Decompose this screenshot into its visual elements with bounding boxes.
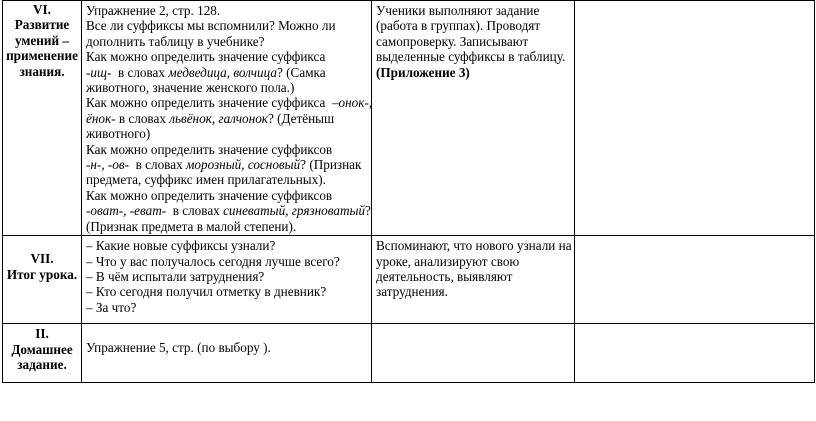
text-run: (работа в группах). Проводят <box>376 18 541 34</box>
student-activity-cell <box>372 1 575 236</box>
student-line <box>376 18 571 33</box>
italic-text: -н-, -ов- <box>86 157 130 173</box>
teacher-activity-text <box>86 238 368 315</box>
teacher-line <box>86 65 368 80</box>
student-line <box>376 254 571 269</box>
student-line <box>376 3 571 18</box>
text-run: (Признак предмета в малой степени). <box>86 218 297 234</box>
italic-text: медведица, волчица <box>168 64 277 80</box>
text-run: ? (Детёныш <box>267 110 335 126</box>
table-row <box>3 324 815 383</box>
teacher-line <box>86 340 368 355</box>
table-row <box>3 1 815 236</box>
text-run: деятельность, выявляют <box>376 268 513 284</box>
stage-cell <box>3 236 82 324</box>
stage-line: VII. <box>30 251 54 267</box>
teacher-line <box>86 34 368 49</box>
teacher-line <box>86 111 368 126</box>
stage-line: Итог урока. <box>6 266 78 282</box>
italic-text: -ищ- <box>86 64 112 80</box>
stage-cell <box>3 1 82 236</box>
text-run: в словах <box>129 157 186 173</box>
student-line <box>376 284 571 299</box>
stage-label <box>5 326 79 372</box>
text-run: – Кто сегодня получил отметку в дневник? <box>86 284 327 300</box>
student-line <box>376 238 571 253</box>
stage-line: применение <box>6 48 78 64</box>
teacher-line <box>86 95 373 111</box>
text-run: в словах <box>166 203 224 219</box>
teacher-activity-cell <box>82 1 372 236</box>
teacher-activity-text <box>86 340 368 355</box>
text-run: Как можно определить значение суффикса <box>86 49 326 65</box>
stage-line: II. <box>35 326 49 342</box>
text-run: Упражнение 5, стр. (по выбору ). <box>86 340 271 356</box>
empty-cell <box>575 236 815 324</box>
italic-text: синеватый, грязноватый <box>223 203 366 219</box>
empty-cell <box>575 324 815 383</box>
italic-text: морозный, сосновый <box>185 157 301 173</box>
stage-line: Домашнее <box>11 341 73 357</box>
text-run: Как можно определить значение суффиксов <box>86 141 333 157</box>
teacher-line <box>86 3 368 18</box>
text-run: , <box>368 95 373 111</box>
teacher-line <box>86 18 368 33</box>
teacher-line <box>86 238 368 253</box>
stage-line: VI. <box>33 2 51 17</box>
student-line <box>376 65 571 80</box>
teacher-line <box>86 80 368 95</box>
text-run: – За что? <box>86 299 137 315</box>
text-run: ? (Признак <box>300 157 362 173</box>
stage-line: умений – <box>15 32 69 48</box>
italic-text: львёнок, галчонок <box>169 110 268 126</box>
text-run: затруднения. <box>376 284 448 300</box>
student-activity-text <box>376 238 571 300</box>
text-run: самопроверку. Записывают <box>376 33 529 49</box>
teacher-line <box>86 172 368 187</box>
text-run: Как можно определить значение суффикса <box>86 95 332 111</box>
text-run: Вспоминают, что нового узнали на <box>376 238 572 254</box>
text-run: – Какие новые суффиксы узнали? <box>86 238 276 254</box>
teacher-activity-cell <box>82 236 372 324</box>
text-run: – В чём испытали затруднения? <box>86 268 265 284</box>
teacher-line <box>86 219 368 234</box>
text-run: животного) <box>86 126 151 142</box>
teacher-line <box>86 142 368 157</box>
text-run: – Что у вас получалось сегодня лучше всего? <box>86 253 340 269</box>
text-run: предмета, суффикс имен прилагательных). <box>86 172 326 188</box>
text-run: Все ли суффиксы мы вспомнили? Можно ли <box>86 18 336 34</box>
text-run: Ученики выполняют задание <box>376 3 540 18</box>
text-run: уроке, анализируют свою <box>376 253 520 269</box>
text-run: животного, значение женского пола.) <box>86 80 295 96</box>
text-run: ? (Самка <box>277 64 326 80</box>
teacher-line <box>86 269 368 284</box>
student-activity-text <box>376 3 571 80</box>
text-run: выделенные суффиксы в таблицу. <box>376 49 566 65</box>
italic-text: –онок- <box>331 95 369 111</box>
bold-text: (Приложение 3) <box>376 64 470 80</box>
text-run: Упражнение 2, стр. 128. <box>86 3 221 18</box>
teacher-activity-cell <box>82 324 372 383</box>
text-run: дополнить таблицу в учебнике? <box>86 33 265 49</box>
empty-cell <box>575 1 815 236</box>
italic-text: ёнок- <box>86 110 116 126</box>
stage-line: знания. <box>19 63 65 79</box>
text-run: ? <box>365 203 371 219</box>
italic-text: -оват-, -еват- <box>86 203 167 219</box>
teacher-activity-text <box>86 3 373 234</box>
stage-line: Развитие <box>14 17 70 33</box>
stage-label <box>5 2 79 79</box>
stage-line: задание. <box>17 356 67 372</box>
text-run: в словах <box>111 64 169 80</box>
teacher-line <box>86 254 368 269</box>
text-run: в словах <box>115 110 170 126</box>
teacher-line <box>86 126 368 141</box>
student-line <box>376 34 571 49</box>
student-line <box>376 269 571 284</box>
lesson-plan-table <box>2 0 815 383</box>
teacher-line <box>86 203 371 219</box>
stage-label <box>5 251 79 282</box>
table-row <box>3 236 815 324</box>
teacher-line <box>86 284 368 299</box>
student-line <box>376 49 571 64</box>
student-activity-cell <box>372 324 575 383</box>
teacher-line <box>86 300 368 315</box>
text-run: Как можно определить значение суффиксов <box>86 187 333 203</box>
teacher-line <box>86 188 368 203</box>
teacher-line <box>86 157 368 172</box>
student-activity-cell <box>372 236 575 324</box>
stage-cell <box>3 324 82 383</box>
teacher-line <box>86 49 368 64</box>
